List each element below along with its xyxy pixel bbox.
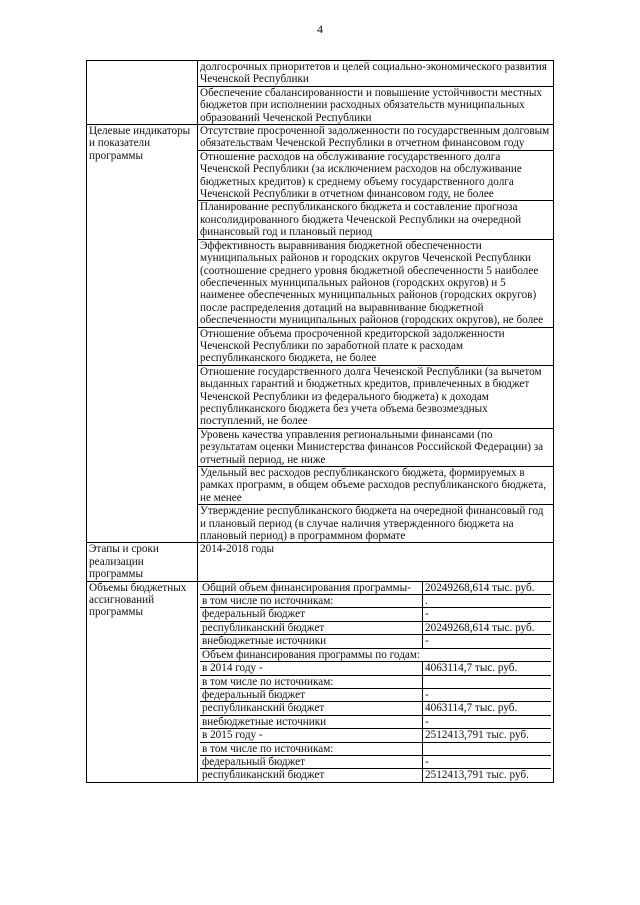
indicator-text: Уровень качества управления региональными финансами (по результатам оценки Министерства финансов Российской Федерации) за отчетный период, не ниже [198, 428, 554, 466]
financing-item-label: в том числе по источникам: [200, 595, 423, 608]
financing-item-label: республиканский бюджет [200, 621, 423, 634]
continuation-text: долгосрочных приоритетов и целей социально-экономического развития Чеченской Республики [198, 61, 554, 87]
financing-item-label: в 2014 году - [200, 662, 423, 675]
indicator-text: Планирование республиканского бюджета и составление прогноза консолидированного бюджета Чеченской Республики на очередной финансовый год и плановый период [198, 201, 554, 239]
financing-item-label: в 2015 году - [200, 729, 423, 742]
financing-item [200, 742, 551, 755]
financing-item [200, 688, 551, 701]
indicator-text: Отношение объема просроченной кредиторской задолженности Чеченской Республики по заработной плате к расходам республиканского бюджета, не более [198, 327, 554, 365]
financing-item-value: - [423, 688, 552, 701]
financing-item-label: внебюджетные источники [200, 635, 423, 648]
financing-item [200, 755, 551, 768]
financing-item-value [423, 742, 552, 755]
financing-item [200, 769, 551, 782]
stages-row [87, 543, 554, 581]
stages-label: Этапы и сроки реализации программы [87, 543, 198, 581]
financing-item [200, 715, 551, 728]
financing-item-value: 2512413,791 тыс. руб. [425, 769, 529, 782]
empty-label-cell [87, 61, 198, 125]
financing-item-value: 20249268,614 тыс. руб. [423, 582, 552, 595]
financing-item-label: федеральный бюджет [200, 755, 423, 768]
financing-item-value: - [423, 715, 552, 728]
financing-item-value [423, 675, 552, 688]
financing-item [200, 635, 551, 648]
financing-subheading: Объем финансирования программы по годам: [200, 648, 551, 661]
financing-item-label: в том числе по источникам: [200, 675, 423, 688]
financing-item-value: 4063114,7 тыс. руб. [423, 702, 552, 715]
continuation-row [87, 61, 554, 87]
financing-item-value: 20249268,614 тыс. руб. [423, 621, 552, 634]
indicator-text: Отношение государственного долга Чеченской Республики (за вычетом выданных гарантий и бюджетных кредитов, привлеченных в бюджет Чеченской Республики из федерального бюджета) к доходам республиканского бюджета без учета объема безвозмездных поступлений, не более [198, 365, 554, 428]
page-number: 4 [317, 22, 323, 36]
financing-item-label: в том числе по источникам: [200, 742, 423, 755]
financing-item-label: республиканский бюджет [200, 702, 423, 715]
financing-item-value: . [423, 595, 552, 608]
financing-item [200, 662, 551, 675]
financing-item [200, 582, 551, 595]
financing-item-value: - [423, 755, 552, 768]
stages-value: 2014-2018 годы [198, 543, 554, 581]
indicator-text: Удельный вес расходов республиканского бюджета, формируемых в рамках программ, в общем объеме расходов республиканского бюджета, не менее [198, 467, 554, 505]
financing-item [200, 648, 551, 661]
indicator-text: Утверждение республиканского бюджета на очередной финансовый год и плановый период (в случае наличия утвержденного бюджета на плановый период) в программном формате [198, 505, 554, 543]
financing-item-value: - [423, 608, 552, 621]
financing-row [87, 581, 554, 782]
financing-item [200, 608, 551, 621]
financing-item-label: Общий объем финансирования программы- [200, 582, 423, 595]
financing-label: Объемы бюджетных ассигнований программы [87, 581, 198, 782]
financing-item [200, 621, 551, 634]
continuation-text: Обеспечение сбалансированности и повышение устойчивости местных бюджетов при исполнении расходных обязательств муниципальных образований Чеченской Республики [198, 86, 554, 124]
financing-item-value: 2512413,791 тыс. руб. [423, 729, 552, 742]
financing-item [200, 595, 551, 608]
indicators-label: Целевые индикаторы и показатели программы [87, 125, 198, 543]
indicator-text: Отсутствие просроченной задолженности по государственным долговым обязательствам Чеченской Республики в отчетном финансовом году [198, 125, 554, 151]
financing-item-label: федеральный бюджет [200, 688, 423, 701]
indicator-text: Отношение расходов на обслуживание государственного долга Чеченской Республики (за исключением расходов на обслуживание бюджетных кредитов) к среднему объему государственного долга Чеченской Республики в отчетном финансовом году, не более [198, 150, 554, 201]
passport-table [86, 60, 554, 783]
financing-cell [198, 581, 554, 782]
financing-item [200, 675, 551, 688]
indicator-row [87, 125, 554, 151]
indicator-text: Эффективность выравнивания бюджетной обеспеченности муниципальных районов и городских округов Чеченской Республики (соотношение среднего уровня бюджетной обеспеченности 5 наиболее обеспеченных муниципальных районов (городских округов) и 5 наименее обеспеченных муниципальных районов (городских округов) после распределения дотаций на выравнивание бюджетной обеспеченности муниципальных районов (городских округов), не более [198, 239, 554, 327]
financing-item-label: внебюджетные источники [200, 715, 423, 728]
financing-item-label: республиканский бюджет [200, 769, 423, 782]
financing-table [200, 582, 551, 782]
financing-item [200, 729, 551, 742]
financing-item-value: - [423, 635, 552, 648]
financing-item [200, 702, 551, 715]
financing-item-label: федеральный бюджет [200, 608, 423, 621]
financing-item-value: 4063114,7 тыс. руб. [423, 662, 552, 675]
